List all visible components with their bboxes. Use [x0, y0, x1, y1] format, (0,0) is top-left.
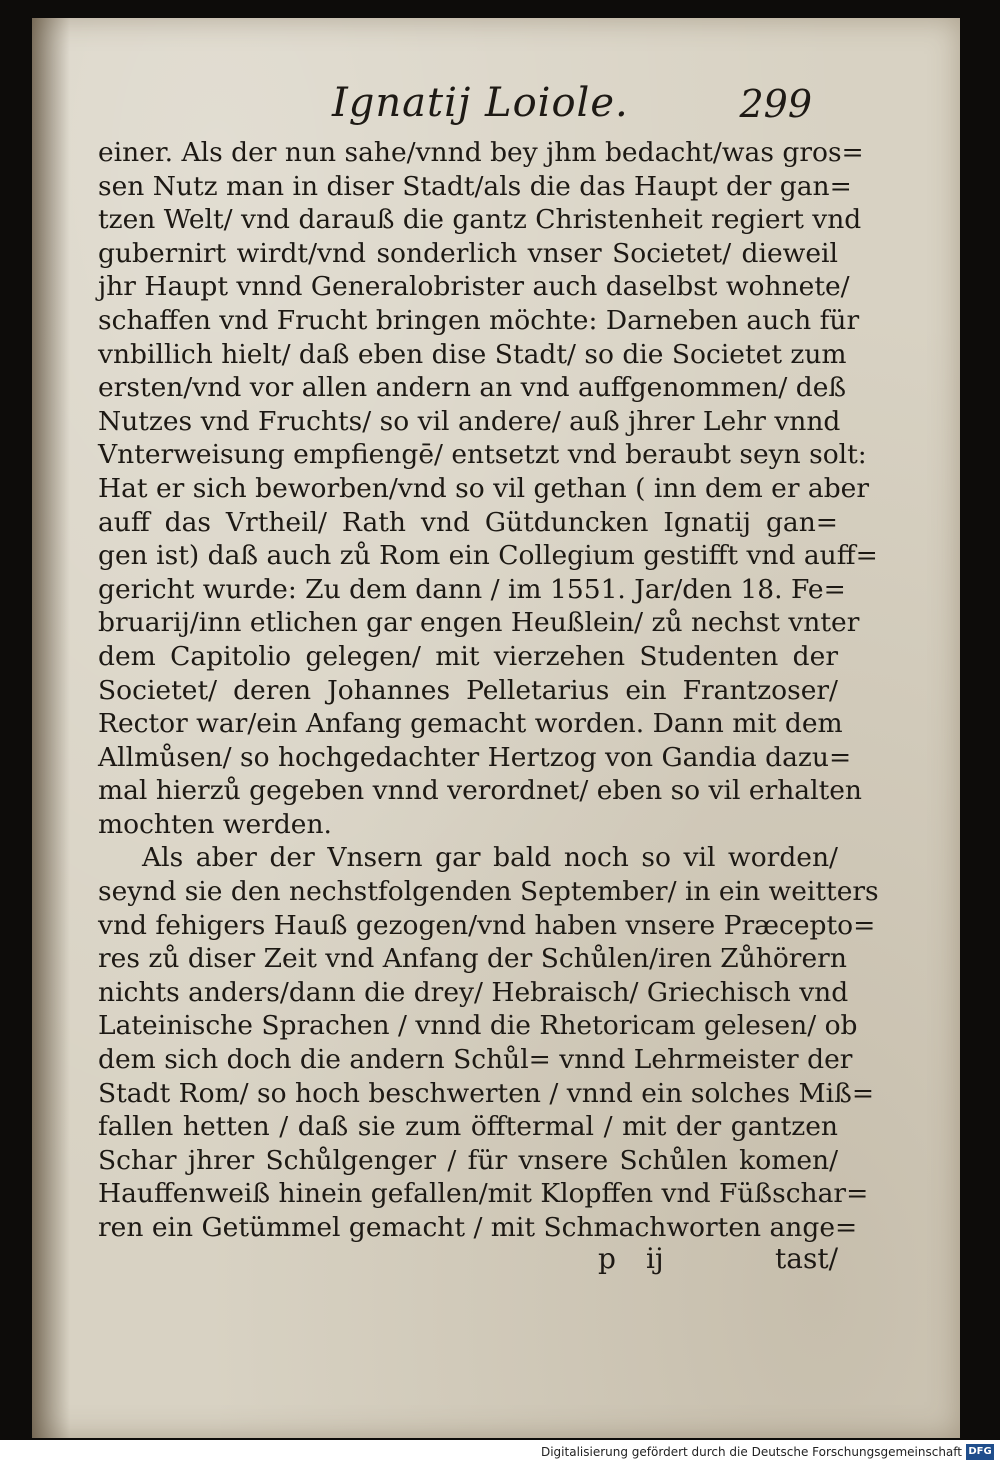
page-spine-shadow — [32, 18, 70, 1438]
text-line: tzen Welt/ vnd darauß die gantz Christenheit regiert vnd — [98, 204, 862, 236]
text-line: einer. Als der nun sahe/vnnd bey jhm bedacht/was gros= — [98, 137, 864, 168]
text-line: Societet/ deren Johannes Pelletarius ein Frantzoser/ — [98, 674, 838, 706]
body-text — [98, 136, 879, 1245]
text-line: Allmůsen/ so hochgedachter Hertzog von Gandia dazu= — [98, 741, 852, 773]
text-line: Schar jhrer Schůlgenger / für vnsere Schůlen komen/ — [98, 1144, 838, 1176]
text-line: seynd sie den nechstfolgenden September/ in ein weitters — [98, 876, 879, 908]
text-line: vnd fehigers Hauß gezogen/vnd haben vnsere Præcepto= — [98, 909, 876, 941]
text-line: sen Nutz man in diser Stadt/als die das Haupt der gan= — [98, 170, 852, 202]
text-line: fallen hetten / daß sie zum öfftermal / mit der gantzen — [98, 1111, 838, 1143]
paragraph-first-line: Als aber der Vnsern gar bald noch so vil worden/ — [142, 842, 838, 874]
dfg-logo: DFG — [966, 1444, 994, 1460]
text-line: ersten/vnd vor allen andern an vnd auffgenommen/ deß — [98, 372, 847, 404]
text-line: vnbillich hielt/ daß eben dise Stadt/ so die Societet zum — [98, 338, 847, 370]
page-header — [32, 80, 960, 140]
book-page — [32, 18, 960, 1438]
text-line: Stadt Rom/ so hoch beschwerten / vnnd ein solches Miß= — [98, 1077, 875, 1109]
text-line: Hauffenweiß hinein gefallen/mit Klopffen vnd Füßschar= — [98, 1178, 869, 1210]
text-line: auff das Vrtheil/ Rath vnd Gütduncken Ignatij gan= — [98, 506, 838, 538]
text-line: dem Capitolio gelegen/ mit vierzehen Studenten der — [98, 640, 838, 672]
text-line: nichts anders/dann die drey/ Hebraisch/ Griechisch vnd — [98, 976, 849, 1008]
signature-line — [98, 1242, 838, 1278]
text-line: Vnterweisung empfiengē/ entsetzt vnd beraubt seyn solt: — [98, 439, 867, 471]
text-line: bruarij/inn etlichen gar engen Heußlein/ zů nechst vnter — [98, 607, 860, 639]
page-number: 299 — [739, 82, 812, 126]
text-line: schaffen vnd Frucht bringen möchte: Darneben auch für — [98, 304, 860, 336]
paragraph-end-line: mochten werden. — [98, 808, 332, 840]
text-line: gen ist) daß auch zů Rom ein Collegium gestifft vnd auff= — [98, 540, 878, 572]
text-line: dem sich doch die andern Schůl= vnnd Lehrmeister der — [98, 1044, 853, 1076]
text-line: jhr Haupt vnnd Generalobrister auch daselbst wohnete/ — [98, 271, 850, 303]
text-line: gericht wurde: Zu dem dann / im 1551. Jar/den 18. Fe= — [98, 573, 846, 605]
text-line: gubernirt wirdt/vnd sonderlich vnser Societet/ dieweil — [98, 237, 838, 269]
signature-sheet-number: ij — [646, 1242, 664, 1275]
running-title: Ignatij Loiole. — [332, 80, 629, 126]
text-line: ren ein Getümmel gemacht / mit Schmachworten ange= — [98, 1212, 858, 1243]
footer-bar — [0, 1440, 1000, 1466]
text-line: Lateinische Sprachen / vnnd die Rhetoricam gelesen/ ob — [98, 1010, 858, 1042]
text-line: Nutzes vnd Fruchts/ so vil andere/ auß jhrer Lehr vnnd — [98, 405, 841, 437]
text-line: Rector war/ein Anfang gemacht worden. Dann mit dem — [98, 708, 843, 740]
text-line: mal hierzů gegeben vnnd verordnet/ eben so vil erhalten — [98, 775, 862, 807]
funding-credit: Digitalisierung gefördert durch die Deutsche Forschungsgemeinschaft — [540, 1445, 962, 1459]
catchword: tast/ — [775, 1242, 838, 1275]
text-line: Hat er sich beworben/vnd so vil gethan ( inn dem er aber — [98, 472, 870, 504]
text-line: res zů diser Zeit vnd Anfang der Schůlen/iren Zůhörern — [98, 943, 847, 975]
signature-mark: p — [598, 1242, 616, 1275]
